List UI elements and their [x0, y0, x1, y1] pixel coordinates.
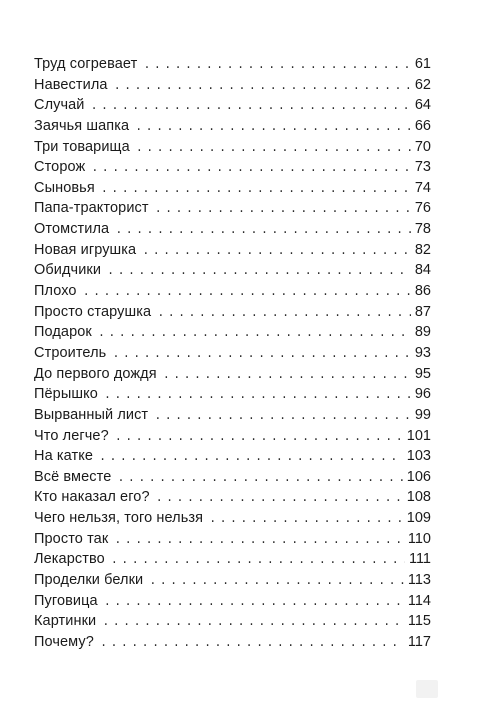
- toc-entry-title: До первого дождя: [34, 365, 157, 382]
- toc-entry-title: Подарок: [34, 324, 92, 341]
- toc-entry-title: Отомстила: [34, 221, 110, 238]
- toc-entry-title: Что легче?: [34, 427, 109, 444]
- toc-entry-page-number: 66: [414, 117, 431, 134]
- toc-entry: [34, 549, 431, 570]
- toc-entry-page-number: 110: [407, 530, 431, 547]
- toc-entry: [34, 632, 431, 653]
- toc-entry: [34, 116, 431, 137]
- toc-entry-page-number: 64: [414, 97, 431, 114]
- dot-leader: [111, 550, 405, 571]
- toc-entry-title: Просто так: [34, 530, 109, 547]
- dot-leader: [107, 261, 411, 282]
- toc-entry: [34, 426, 431, 447]
- toc-entry-title: Новая игрушка: [34, 241, 137, 258]
- dot-leader: [101, 179, 411, 200]
- toc-entry: [34, 384, 431, 405]
- toc-entry-page-number: 86: [414, 283, 431, 300]
- toc-entry-page-number: 61: [414, 56, 431, 72]
- toc-entry: [34, 281, 431, 302]
- table-of-contents: [34, 54, 431, 653]
- dot-leader: [100, 633, 404, 654]
- toc-entry: [34, 178, 431, 199]
- toc-entry-page-number: 74: [414, 179, 431, 196]
- toc-entry: [34, 54, 431, 75]
- toc-entry-title: Плохо: [34, 283, 77, 300]
- dot-leader: [115, 427, 403, 448]
- dot-leader: [104, 592, 404, 613]
- toc-entry-page-number: 114: [407, 592, 431, 609]
- toc-entry-title: Пёрышко: [34, 386, 98, 403]
- toc-entry-page-number: 111: [408, 551, 431, 568]
- toc-entry-title: Проделки белки: [34, 572, 144, 589]
- toc-entry-page-number: 70: [414, 138, 431, 155]
- dot-leader: [143, 55, 411, 76]
- toc-entry-title: Сыновья: [34, 179, 95, 196]
- toc-entry-page-number: 108: [406, 489, 431, 506]
- toc-entry-title: Картинки: [34, 613, 97, 630]
- dot-leader: [102, 612, 404, 633]
- dot-leader: [114, 530, 404, 551]
- toc-entry: [34, 446, 431, 467]
- toc-entry-page-number: 115: [407, 613, 431, 630]
- dot-leader: [209, 509, 403, 530]
- toc-entry: [34, 364, 431, 385]
- toc-entry-page-number: 89: [414, 324, 431, 341]
- toc-entry: [34, 198, 431, 219]
- dot-leader: [91, 96, 411, 117]
- dot-leader: [156, 488, 403, 509]
- toc-entry-page-number: 73: [414, 159, 431, 176]
- toc-entry-page-number: 113: [407, 572, 431, 589]
- toc-entry-page-number: 76: [414, 200, 431, 217]
- toc-entry-title: Три товарища: [34, 138, 130, 155]
- dot-leader: [112, 344, 411, 365]
- toc-entry-page-number: 101: [406, 427, 431, 444]
- toc-entry-title: Обидчики: [34, 262, 102, 279]
- toc-entry-page-number: 117: [407, 633, 431, 650]
- toc-entry-title: Заячья шапка: [34, 117, 130, 134]
- dot-leader: [155, 199, 411, 220]
- toc-entry: [34, 591, 431, 612]
- toc-entry-title: На катке: [34, 448, 93, 465]
- toc-entry: [34, 322, 431, 343]
- toc-entry-title: Пуговица: [34, 592, 98, 609]
- toc-entry: [34, 302, 431, 323]
- toc-entry-title: Кто наказал его?: [34, 489, 150, 506]
- toc-entry: [34, 508, 431, 529]
- dot-leader: [115, 220, 411, 241]
- toc-entry-page-number: 109: [406, 510, 431, 527]
- dot-leader: [142, 241, 411, 262]
- dot-leader: [154, 406, 411, 427]
- dot-leader: [104, 385, 411, 406]
- toc-entry-title: Труд согревает: [34, 56, 138, 72]
- toc-entry: [34, 529, 431, 550]
- dot-leader: [99, 447, 403, 468]
- toc-entry: [34, 487, 431, 508]
- dot-leader: [114, 76, 411, 97]
- dot-leader: [98, 323, 411, 344]
- dot-leader: [157, 303, 411, 324]
- dot-leader: [83, 282, 411, 303]
- toc-entry-title: Всё вместе: [34, 468, 112, 485]
- dot-leader: [135, 117, 411, 138]
- toc-entry-title: Лекарство: [34, 551, 105, 568]
- toc-entry-page-number: 103: [406, 448, 431, 465]
- toc-entry: [34, 95, 431, 116]
- toc-entry: [34, 75, 431, 96]
- toc-entry-page-number: 62: [414, 76, 431, 93]
- toc-entry-title: Строитель: [34, 344, 107, 361]
- dot-leader: [136, 138, 411, 159]
- toc-entry-page-number: 93: [414, 344, 431, 361]
- toc-entry-title: Сторож: [34, 159, 86, 176]
- page-edge-mark: [416, 680, 438, 698]
- toc-entry-page-number: 87: [414, 303, 431, 320]
- toc-entry-title: Почему?: [34, 633, 94, 650]
- toc-entry: [34, 219, 431, 240]
- dot-leader: [149, 571, 404, 592]
- toc-entry: [34, 157, 431, 178]
- toc-entry: [34, 260, 431, 281]
- toc-entry: [34, 467, 431, 488]
- dot-leader: [91, 158, 411, 179]
- dot-leader: [163, 365, 411, 386]
- toc-entry: [34, 611, 431, 632]
- toc-entry-page-number: 99: [414, 406, 431, 423]
- toc-entry-page-number: 84: [414, 262, 431, 279]
- toc-entry-title: Чего нельзя, того нельзя: [34, 510, 204, 527]
- toc-entry-title: Просто старушка: [34, 303, 152, 320]
- toc-entry: [34, 137, 431, 158]
- toc-entry-page-number: 96: [414, 386, 431, 403]
- toc-entry-page-number: 82: [414, 241, 431, 258]
- toc-entry: [34, 343, 431, 364]
- toc-entry: [34, 405, 431, 426]
- toc-entry: [34, 570, 431, 591]
- toc-entry-page-number: 106: [406, 468, 431, 485]
- toc-entry-title: Папа-тракторист: [34, 200, 149, 217]
- toc-entry: [34, 240, 431, 261]
- toc-entry-title: Случай: [34, 97, 85, 114]
- toc-entry-title: Навестила: [34, 76, 108, 93]
- toc-entry-page-number: 78: [414, 221, 431, 238]
- dot-leader: [117, 468, 402, 489]
- toc-entry-page-number: 95: [414, 365, 431, 382]
- toc-entry-title: Вырванный лист: [34, 406, 149, 423]
